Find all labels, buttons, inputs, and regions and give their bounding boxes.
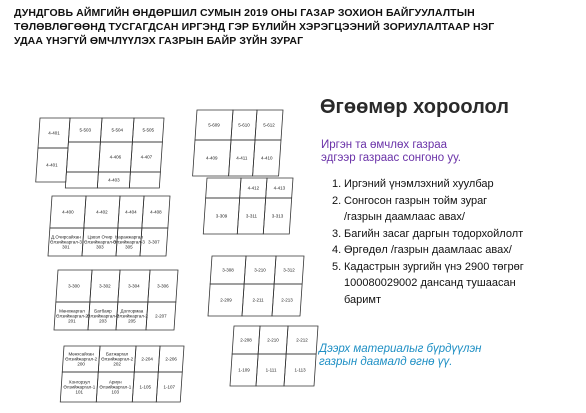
parcel-label: 1-105 [139,384,152,390]
list-item: 3. Багийн засаг даргын тодорхойлолт [332,227,524,240]
parcel-label: 3-313 [271,213,284,219]
parcel-block [54,270,178,330]
parcel-cell [206,178,241,198]
parcel-label: 5-609 [208,122,220,128]
parcel-block [230,326,318,386]
parcel-cell [66,142,100,172]
parcel-label: 4-409 [206,155,218,161]
parcel-block [60,346,184,402]
parcel-label: 3-308 [222,267,234,273]
parcel-label: 3-311 [245,213,258,219]
instruction-note-line-1: Иргэн та өмчлөх газраа [321,139,448,151]
parcel-label: 5-505 [142,127,154,133]
parcel-label: 3-309 [215,213,228,219]
parcel-label: 1-107 [163,384,176,390]
parcel-label: 4-406 [109,154,122,160]
requirements-list [332,176,524,308]
header-line-2: ТӨЛӨВЛӨГӨӨНД ТУСГАГДСАН ИРГЭНД ГЭР БҮЛИЙН ХЭРЭГЦЭЭНИЙ ЗОРИУЛАЛТААР НЭГ [14,21,495,33]
list-item: 4. Өргөдөл /газрын даамлаас авах/ [332,244,512,256]
parcel-label: 3-300 [68,283,80,289]
page-title: Өгөөмөр хороолол [320,96,509,118]
parcel-label: 5-610 [238,122,250,128]
parcel-label: 3-307 [148,239,160,245]
parcel-label: 2-208 [240,337,252,343]
parcel-label: 3-312 [283,267,295,273]
parcel-label: Наранжаргал Өлзийжаргал-3 305 [112,234,145,250]
parcel-label: 3-304 [128,283,140,289]
parcel-label: 4-403 [108,177,120,183]
parcel-label: 3-302 [99,283,111,289]
parcel-label: 4-411 [236,155,248,161]
header-line-1: ДУНДГОВЬ АЙМГИЙН ӨНДӨРШИЛ СУМЫН 2019 ОНЫ ГАЗАР ЗОХИОН БАЙГУУЛАЛТЫН [14,7,475,19]
parcel-label: 3-210 [254,267,266,273]
parcel-label: 4-407 [140,154,153,160]
parcel-block [208,256,304,316]
list-item: 1. Иргэний үнэмлэхний хуулбар [332,178,494,190]
parcel-label: Хонгорзул Өлзийжаргал-1 101 [63,379,96,395]
parcel-label: 4-412 [247,185,260,191]
parcel-label: 2-210 [267,337,279,343]
list-item: 5. Кадастрын зургийн үнэ 2900 төгрөг [332,260,524,273]
parcel-label: 1-111 [265,367,277,373]
parcel-block [36,118,164,188]
parcel-label: 5-504 [111,127,123,133]
parcel-label: 2-206 [165,356,177,362]
list-item: 100080029002 дансанд тушаасан [344,277,516,289]
parcel-label: 4-410 [261,155,273,161]
parcel-label: 2-211 [252,297,264,303]
parcel-label: 1-113 [294,367,306,373]
parcel-label: 3-306 [157,283,169,289]
parcel-label: Ариун Өлзийжаргал-1 103 [99,379,132,395]
list-item: баримт [344,293,382,306]
submission-note-line-1: Дээрх материалыг бүрдүүлэн [319,343,482,355]
parcel-label: Цэвэл Очир Өлзийжаргал-3 303 [83,234,116,250]
parcel-label: Д.Очирсайхан Өлзийжаргал-3 301 [49,234,82,250]
parcel-block [203,178,293,234]
parcel-label: 2-213 [281,297,293,303]
header-line-3: УДАА ҮНЭГҮЙ ӨМЧЛҮҮЛЭХ ГАЗРЫН БАЙР ЗҮЙН ЗУРАГ [14,35,304,47]
parcel-label: Батжаргал Өлзийжаргал-2 202 [101,351,134,367]
parcel-label: 2-207 [155,313,167,319]
parcel-label: 4-400 [62,209,74,215]
parcel-label: 1-109 [238,367,250,373]
submission-note-line-2: газрын даамалд өгнө үү. [319,356,453,368]
parcel-label: 2-212 [296,337,308,343]
parcel-label: 5-612 [263,122,275,128]
parcel-label: Долгормаа Өлзийжаргал-2 205 [115,308,148,324]
list-item: /газрын даамлаас авах/ [344,211,465,223]
parcel-label: 4-404 [125,209,137,215]
parcel-label: Мөнхсайхан Өлзийжаргал-2 200 [65,351,98,367]
submission-note [319,343,481,369]
parcel-block [48,196,170,256]
parcel-label: Батбаяр Өлзийжаргал-2 203 [86,308,119,324]
instruction-note-line-2: эдгээр газраас сонгоно уу. [321,152,461,164]
parcel-label: 4-402 [96,209,108,215]
parcel-label: 4-401 [48,130,60,136]
parcel-label: 5-503 [79,127,91,133]
parcel-label: 4-401 [46,162,58,168]
parcel-cell [129,172,160,188]
parcel-label: 4-413 [273,185,286,191]
instruction-note [321,139,461,165]
parcel-label: 2-204 [141,356,153,362]
list-item: 2. Сонгосон газрын тойм зураг [332,194,488,207]
parcel-block [193,110,283,176]
parcel-label: 2-209 [220,297,232,303]
parcel-label: Мөнхжаргал Өлзийжаргал-2 201 [55,308,88,324]
parcel-cell [65,172,98,188]
parcel-label: 4-408 [150,209,162,215]
